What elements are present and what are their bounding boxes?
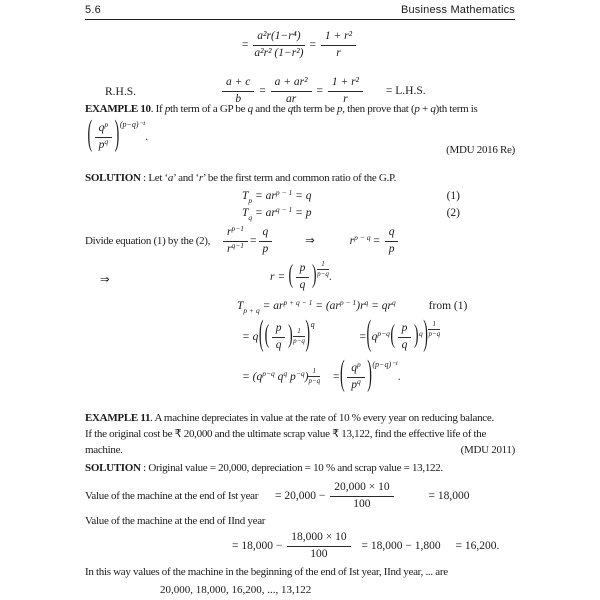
solution-label: SOLUTION bbox=[85, 462, 141, 474]
fraction: $\frac{\text{1 + r²}}{r}$ bbox=[326, 76, 365, 107]
period: . bbox=[145, 130, 149, 143]
divide-equation-line bbox=[85, 226, 515, 264]
fraction: $\frac{\text{a²r(1−r⁴)}}{\text{a²r² (1−r²)}}$ bbox=[254, 30, 304, 59]
solution-label: SOLUTION bbox=[85, 172, 141, 184]
right-paren: ) bbox=[311, 262, 317, 291]
value-first-year-calc: = 20,000 − $\frac{20,000 \times 10}{100}$ bbox=[275, 490, 396, 502]
left-paren: ( bbox=[390, 322, 396, 351]
equals-sign: = bbox=[309, 38, 316, 51]
equals-sign: = bbox=[333, 370, 340, 383]
period: . bbox=[397, 370, 401, 383]
q-substitution-left: = q(( $\frac{p}{q}$ ) $\frac{1}{p-q}$ )$^q$ bbox=[242, 331, 315, 343]
final-right bbox=[333, 356, 401, 396]
exponent-fraction: $\frac{1}{p-q}$ bbox=[428, 320, 441, 338]
fraction: $\frac{p}{q}$ bbox=[270, 322, 288, 353]
example-11-label: EXAMPLE 11 bbox=[85, 412, 151, 424]
equals-sign: = bbox=[359, 331, 366, 343]
left-paren: ( bbox=[258, 316, 264, 356]
fraction: $\frac{p}{q}$ bbox=[294, 262, 312, 293]
equals-sign: = bbox=[241, 38, 249, 51]
value-second-year-label: Value of the machine at the end of IInd year bbox=[85, 515, 266, 527]
right-paren: ) bbox=[305, 316, 311, 356]
value-first-year-line bbox=[85, 481, 515, 517]
example-10-statement: EXAMPLE 10. If pth term of a GP be q and the qth term be p, then prove that (p + q)th term is bbox=[85, 103, 478, 115]
value-second-year-line bbox=[85, 531, 515, 567]
left-paren: ( bbox=[264, 322, 270, 351]
gp-term-expression bbox=[87, 116, 149, 156]
implies-arrow: ⇒ bbox=[100, 274, 110, 286]
example-11-statement bbox=[85, 410, 515, 458]
exponent-fraction: $\frac{1}{p-q}$ bbox=[293, 327, 305, 345]
fraction: $\frac{\text{a + ar²}}{ar}$ bbox=[269, 76, 314, 107]
q-substitution-right: $=(q^{p-q}$( $\frac{p}{q}$ )$^q$) $\frac{1}{p-q}$ bbox=[359, 331, 440, 343]
fraction: $\frac{\text{1 + r²}}{r}$ bbox=[319, 30, 358, 61]
exponent: (p−q)⁻¹ bbox=[119, 119, 146, 129]
fraction: $\frac{q}{p}$ bbox=[383, 226, 401, 257]
equation-top bbox=[85, 30, 515, 61]
value-second-year-result: = 16,200. bbox=[455, 539, 500, 552]
right-paren: ) bbox=[423, 316, 428, 356]
equals-sign: = bbox=[316, 84, 323, 97]
equals-sign: = bbox=[259, 84, 266, 97]
final-left: = ($q^{p-q}$ $q^q$ $p^{-q}$) $\frac{1}{p-q}$ bbox=[242, 366, 321, 385]
left-paren: ( bbox=[288, 262, 294, 291]
implies-arrow: ⇒ bbox=[305, 234, 315, 247]
tp-equation: $T_p = ar^{p - 1} = q$ bbox=[242, 188, 312, 205]
exponent-fraction: $\frac{1}{p-q}$ bbox=[317, 260, 329, 278]
example-10-label: EXAMPLE 10 bbox=[85, 103, 151, 115]
fraction: $\frac{q^p}{p^q}$ bbox=[93, 122, 115, 153]
value-first-year-result: = 18,000 bbox=[428, 489, 470, 502]
book-title: Business Mathematics bbox=[400, 4, 515, 16]
solution-11: SOLUTION : Original value = 20,000, depreciation = 10 % and scrap value = 13,122. bbox=[85, 462, 443, 474]
equation-number: (2) bbox=[446, 207, 460, 219]
fraction: $\frac{20,000 \times 10}{100}$ bbox=[328, 481, 395, 512]
exponent-fraction: $\frac{1}{p-q}$ bbox=[308, 366, 321, 385]
fraction: $\frac{18,000 \times 10}{100}$ bbox=[285, 531, 352, 562]
fraction: $\frac{p}{q}$ bbox=[396, 322, 414, 353]
closing-sentence: In this way values of the machine in the beginning of the end of Ist year, IInd year, ... are bbox=[85, 566, 448, 578]
from-equation-note: from (1) bbox=[428, 300, 468, 312]
rhs-label: R.H.S. bbox=[105, 86, 136, 98]
example-11-line1: EXAMPLE 11. A machine depreciates in value at the rate of 10 % every year on reducing balance. bbox=[85, 412, 494, 424]
period: . bbox=[328, 271, 332, 283]
equals-sign: = bbox=[373, 234, 380, 247]
right-paren: ) bbox=[367, 356, 372, 396]
value-second-year-calc: = 18,000 − $\frac{18,000 \times 10}{100}$ = 18,000 − 1,800 = 16,200. bbox=[232, 531, 500, 560]
solution-10: SOLUTION : Let ‘a’ and ‘r’ be the first term and common ratio of the G.P. bbox=[85, 172, 397, 184]
fraction: $\frac{r^{p-1}}{r^{q-1}}$ bbox=[221, 226, 250, 257]
q-substitution-line bbox=[85, 316, 515, 368]
tpq-equation-line bbox=[85, 298, 515, 315]
r-value-expression: r = ( $\frac{p}{q}$ ) $\frac{1}{p-q}$ . bbox=[270, 260, 332, 291]
example-10-expression bbox=[85, 116, 515, 170]
value-sequence: 20,000, 18,000, 16,200, ..., 13,122 bbox=[160, 584, 312, 596]
fraction: $\frac{q}{p}$ bbox=[257, 226, 275, 257]
page-number: 5.6 bbox=[85, 4, 101, 16]
exponent: q bbox=[419, 329, 423, 338]
right-paren: ) bbox=[413, 322, 419, 351]
fraction: $\frac{q^p}{p^q}$ bbox=[345, 362, 367, 393]
left-paren: ( bbox=[340, 356, 345, 396]
right-paren: ) bbox=[114, 116, 120, 156]
example-11-line3: machine. (MDU 2011) bbox=[85, 444, 515, 456]
value-first-year-label: Value of the machine at the end of Ist year bbox=[85, 489, 259, 502]
rhs-expression bbox=[220, 76, 426, 105]
citation-mdu-2016: (MDU 2016 Re) bbox=[446, 144, 515, 156]
divide-label: Divide equation (1) by the (2), bbox=[85, 234, 211, 247]
r-power-expression: $r^{p - q}$ = $\frac{q}{p}$ bbox=[350, 235, 401, 247]
exponent: q bbox=[310, 320, 315, 329]
left-paren: ( bbox=[366, 316, 372, 356]
left-paren: ( bbox=[87, 116, 93, 156]
lhs-label: = L.H.S. bbox=[385, 84, 426, 97]
right-paren: ) bbox=[287, 322, 293, 351]
final-result-line bbox=[85, 356, 515, 408]
equation-rhs bbox=[85, 76, 515, 107]
equation-2 bbox=[85, 205, 515, 222]
ratio-expression bbox=[221, 224, 274, 255]
example-11-line2: If the original cost be ₹ 20,000 and the ultimate scrap value ₹ 13,122, find the effective life of the bbox=[85, 428, 487, 440]
equation-1 bbox=[85, 188, 515, 205]
equation-number: (1) bbox=[446, 190, 460, 202]
page-header bbox=[85, 4, 515, 20]
tpq-expression: $T_{p + q} = ar^{p + q - 1} = (ar^{p - 1})r^q = qr^q$ bbox=[237, 298, 396, 315]
citation-mdu-2011: (MDU 2011) bbox=[460, 444, 515, 456]
exponent: (p−q)⁻¹ bbox=[372, 359, 398, 369]
fraction: $\frac{a + c}{b}$ bbox=[220, 76, 256, 107]
tq-equation: $T_q = ar^{q - 1} = p$ bbox=[242, 205, 312, 222]
equals-sign: = bbox=[250, 234, 257, 247]
